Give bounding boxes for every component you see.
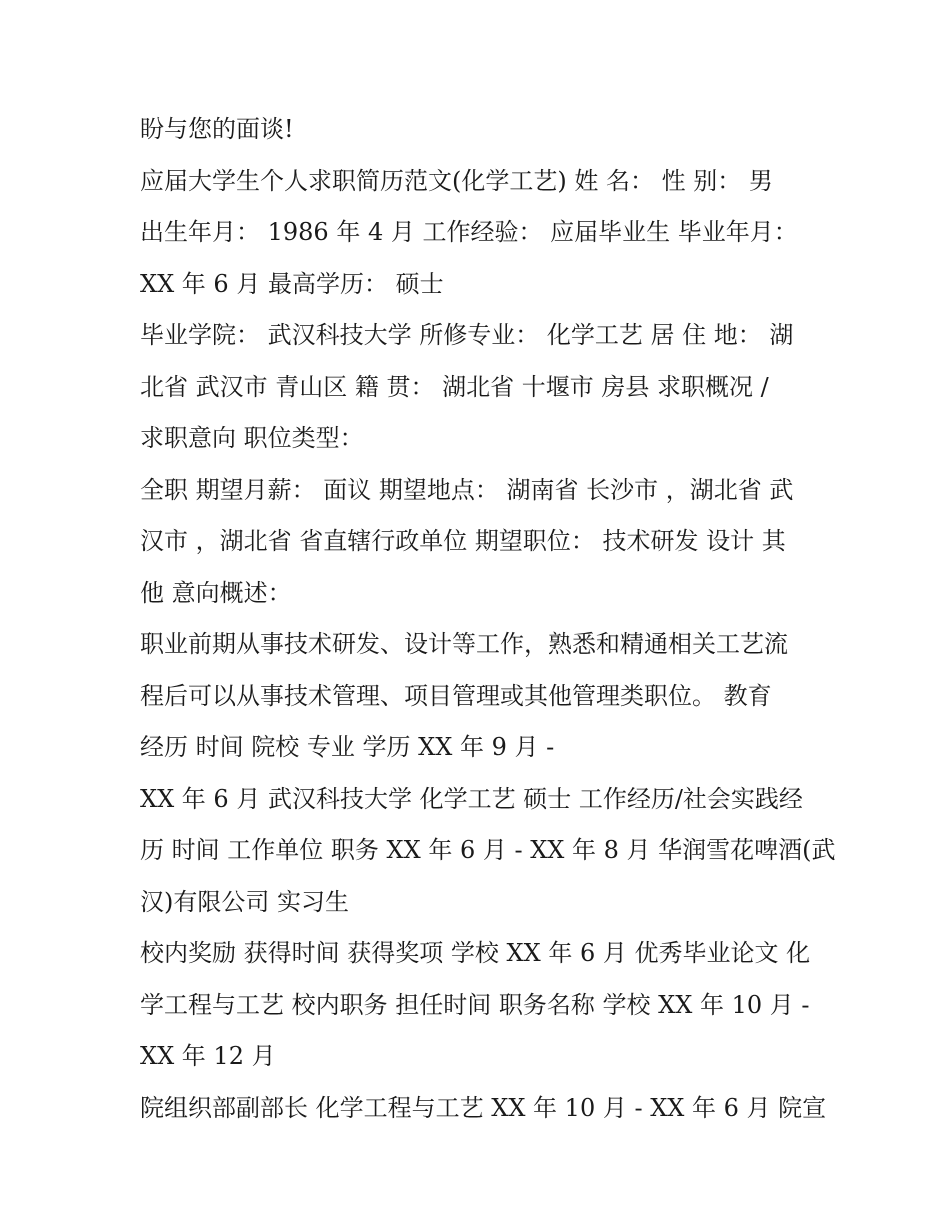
text-line: XX 年 6 月 最高学历： 硕士	[140, 269, 444, 298]
text-line: XX 年 6 月 武汉科技大学 化学工艺 硕士 工作经历/社会实践经	[140, 784, 803, 813]
text-line: 学工程与工艺 校内职务 担任时间 职务名称 学校 XX 年 10 月 -	[140, 990, 810, 1019]
text-line: 求职意向 职位类型：	[140, 424, 364, 452]
text-line: 校内奖励 获得时间 获得奖项 学校 XX 年 6 月 优秀毕业论文 化	[140, 939, 811, 967]
text-line: 汉市 ，湖北省 省直辖行政单位 期望职位： 技术研发 设计 其	[140, 527, 786, 555]
document-body	[140, 104, 836, 1134]
text-line: 毕业学院： 武汉科技大学 所修专业： 化学工艺 居 住 地： 湖	[140, 321, 794, 349]
text-line: 院组织部副部长 化学工程与工艺 XX 年 10 月 - XX 年 6 月 院宣	[140, 1093, 827, 1122]
text-line: 全职 期望月薪： 面议 期望地点： 湖南省 长沙市 ，湖北省 武	[140, 475, 794, 504]
text-line: 历 时间 工作单位 职务 XX 年 6 月 - XX 年 8 月 华润雪花啤酒(武	[140, 836, 836, 864]
text-line: 盼与您的面谈!	[140, 115, 294, 143]
text-line: 他 意向概述：	[140, 578, 292, 607]
text-line: 汉)有限公司 实习生	[140, 887, 349, 916]
text-line: 出生年月： 1986 年 4 月 工作经验： 应届毕业生 毕业年月：	[140, 218, 798, 246]
text-line: 应届大学生个人求职简历范文(化学工艺) 姓 名： 性 别： 男	[140, 166, 773, 195]
text-line: XX 年 12 月	[140, 1042, 276, 1070]
text-line: 经历 时间 院校 专业 学历 XX 年 9 月 -	[140, 733, 555, 761]
text-line: 程后可以从事技术管理、项目管理或其他管理类职位。 教育	[140, 681, 772, 710]
text-line: 职业前期从事技术研发、设计等工作，熟悉和精通相关工艺流	[140, 630, 788, 658]
text-line: 北省 武汉市 青山区 籍 贯： 湖北省 十堰市 房县 求职概况 /	[140, 372, 769, 401]
